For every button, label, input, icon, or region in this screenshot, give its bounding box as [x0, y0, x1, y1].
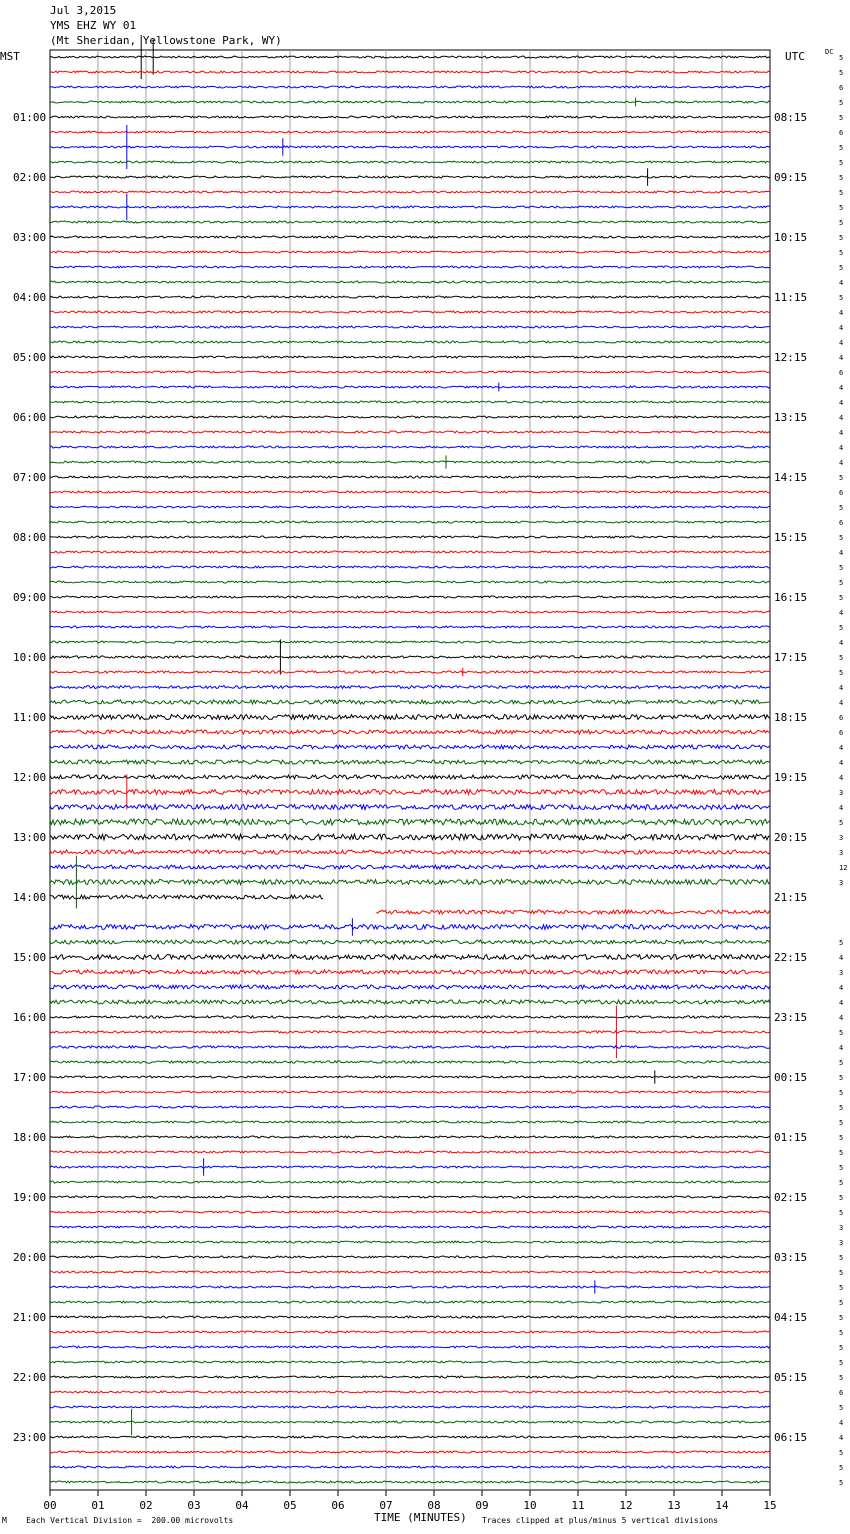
trace-line — [50, 1391, 770, 1393]
trace-line — [50, 1361, 770, 1363]
trace-scale-value: 5 — [839, 189, 844, 197]
trace-scale-value: 6 — [839, 84, 844, 92]
trace-line — [50, 491, 770, 493]
trace-line — [50, 161, 770, 163]
trace-line — [50, 641, 770, 643]
trace-line — [50, 251, 770, 253]
left-hour-label: 20:00 — [13, 1251, 47, 1264]
trace-line — [50, 805, 770, 810]
trace-line — [50, 850, 770, 854]
right-hour-label: 06:15 — [774, 1431, 808, 1444]
trace-scale-value: 5 — [839, 1449, 844, 1457]
clip-note: Traces clipped at plus/minus 5 vertical divisions — [482, 1516, 719, 1525]
trace-line — [50, 236, 770, 238]
trace-line — [50, 221, 770, 223]
trace-line — [50, 1016, 770, 1018]
left-hour-label: 08:00 — [13, 531, 47, 544]
trace-line — [50, 1316, 770, 1318]
trace-scale-value: 5 — [839, 1299, 844, 1307]
right-hour-label: 09:15 — [774, 171, 808, 184]
trace-scale-value: 4 — [839, 549, 844, 557]
trace-scale-value: 5 — [839, 1029, 844, 1037]
trace-scale-value: 4 — [839, 744, 844, 752]
trace-line — [50, 1091, 770, 1093]
trace-scale-value: 5 — [839, 504, 844, 512]
trace-line — [50, 730, 770, 734]
trace-scale-value: 4 — [839, 384, 844, 392]
trace-line — [50, 639, 770, 674]
trace-line — [50, 1241, 770, 1243]
corner-mark: M — [2, 1516, 7, 1525]
right-hour-label: 10:15 — [774, 231, 808, 244]
right-hour-label: 12:15 — [774, 351, 808, 364]
trace-scale-value: 5 — [839, 654, 844, 662]
scale-note-text: Each Vertical Division = 200.00 microvolts — [26, 1516, 234, 1525]
left-hour-label: 03:00 — [13, 231, 47, 244]
trace-scale-value: 5 — [839, 1059, 844, 1067]
trace-line — [50, 536, 770, 538]
right-hour-label: 08:15 — [774, 111, 808, 124]
trace-line — [50, 596, 770, 598]
trace-line — [50, 668, 770, 677]
trace-scale-value: 5 — [839, 1314, 844, 1322]
trace-line — [50, 970, 770, 974]
trace-line — [50, 168, 770, 186]
trace-scale-value: 6 — [839, 489, 844, 497]
right-hour-label: 03:15 — [774, 1251, 808, 1264]
trace-line — [50, 895, 323, 899]
trace-scale-value: 5 — [839, 1254, 844, 1262]
trace-scale-value: 5 — [839, 1134, 844, 1142]
trace-scale-value: 4 — [839, 309, 844, 317]
trace-line — [50, 416, 770, 418]
x-tick-label: 05 — [283, 1499, 297, 1512]
trace-line — [50, 1000, 770, 1004]
left-hour-label: 02:00 — [13, 171, 47, 184]
trace-line — [50, 296, 770, 298]
trace-scale-value: 5 — [839, 234, 844, 242]
trace-scale-value: 5 — [839, 819, 844, 827]
trace-scale-value: 4 — [839, 1419, 844, 1427]
trace-scale-value: 4 — [839, 684, 844, 692]
left-hour-label: 23:00 — [13, 1431, 47, 1444]
x-tick-label: 06 — [331, 1499, 345, 1512]
x-tick-label: 11 — [571, 1499, 585, 1512]
right-hour-label: 00:15 — [774, 1071, 808, 1084]
left-hour-label: 18:00 — [13, 1131, 47, 1144]
trace-line — [50, 834, 770, 840]
trace-line — [50, 1061, 770, 1063]
trace-line — [50, 98, 770, 107]
x-tick-label: 00 — [43, 1499, 57, 1512]
trace-scale-value: 5 — [839, 1194, 844, 1202]
trace-scale-value: 5 — [839, 1179, 844, 1187]
x-tick-label: 12 — [619, 1499, 633, 1512]
left-hour-label: 10:00 — [13, 651, 47, 664]
right-hour-label: 20:15 — [774, 831, 808, 844]
trace-scale-value: 5 — [839, 99, 844, 107]
trace-line — [50, 506, 770, 508]
trace-scale-value: 5 — [839, 54, 844, 62]
trace-scale-value: 5 — [839, 669, 844, 677]
trace-line — [50, 940, 770, 944]
trace-line — [50, 1436, 770, 1438]
trace-line — [50, 1158, 770, 1176]
trace-scale-value: 5 — [839, 1164, 844, 1172]
right-hour-label: 02:15 — [774, 1191, 808, 1204]
station-location: (Mt Sheridan, Yellowstone Park, WY) — [50, 34, 282, 47]
right-hour-label: 13:15 — [774, 411, 808, 424]
trace-scale-value: 4 — [839, 609, 844, 617]
x-tick-label: 14 — [715, 1499, 729, 1512]
trace-line — [50, 194, 770, 220]
right-hour-label: 18:15 — [774, 711, 808, 724]
trace-line — [50, 1136, 770, 1138]
trace-line — [50, 1196, 770, 1198]
trace-scale-value: 5 — [839, 1464, 844, 1472]
trace-line — [50, 1226, 770, 1228]
trace-line — [50, 326, 770, 328]
trace-line — [50, 700, 770, 704]
trace-scale-value: 5 — [839, 534, 844, 542]
trace-line — [50, 1121, 770, 1123]
trace-line — [50, 775, 770, 779]
left-hour-label: 19:00 — [13, 1191, 47, 1204]
trace-scale-value: 4 — [839, 639, 844, 647]
trace-scale-value: 4 — [839, 759, 844, 767]
trace-scale-value: 4 — [839, 279, 844, 287]
trace-line — [50, 774, 770, 809]
right-hour-label: 23:15 — [774, 1011, 808, 1024]
trace-scale-value: 5 — [839, 1404, 844, 1412]
left-hour-label: 15:00 — [13, 951, 47, 964]
right-timezone-label: UTC — [785, 50, 805, 63]
trace-scale-value: 5 — [839, 624, 844, 632]
trace-line — [50, 86, 770, 88]
trace-line — [50, 1331, 770, 1333]
trace-scale-value: 5 — [839, 219, 844, 227]
trace-line — [50, 1466, 770, 1468]
trace-scale-value: 4 — [839, 984, 844, 992]
trace-line — [50, 1301, 770, 1303]
x-tick-label: 07 — [379, 1499, 393, 1512]
x-tick-label: 08 — [427, 1499, 441, 1512]
left-hour-label: 12:00 — [13, 771, 47, 784]
trace-scale-value: 6 — [839, 1389, 844, 1397]
right-hour-label: 19:15 — [774, 771, 808, 784]
trace-line — [50, 1280, 770, 1293]
trace-scale-value: 5 — [839, 1284, 844, 1292]
trace-line — [50, 686, 770, 689]
trace-scale-value: 5 — [839, 1119, 844, 1127]
trace-scale-value: 4 — [839, 999, 844, 1007]
trace-scale-value: 4 — [839, 354, 844, 362]
trace-scale-value: 5 — [839, 1074, 844, 1082]
trace-scale-value: 5 — [839, 69, 844, 77]
trace-scale-value: 12 — [839, 864, 848, 872]
trace-scale-value: 5 — [839, 264, 844, 272]
right-hour-label: 16:15 — [774, 591, 808, 604]
left-hour-label: 22:00 — [13, 1371, 47, 1384]
trace-line — [50, 1151, 770, 1153]
right-hour-label: 21:15 — [774, 891, 808, 904]
trace-line — [50, 856, 770, 909]
trace-scale-value: 3 — [839, 1239, 844, 1247]
trace-line — [50, 1406, 770, 1408]
left-hour-label: 11:00 — [13, 711, 47, 724]
trace-line — [50, 116, 770, 118]
x-tick-label: 15 — [763, 1499, 777, 1512]
trace-scale-value: 5 — [839, 1269, 844, 1277]
trace-scale-value: 4 — [839, 324, 844, 332]
trace-scale-value: 3 — [839, 789, 844, 797]
trace-scale-value: 5 — [839, 939, 844, 947]
x-tick-label: 04 — [235, 1499, 249, 1512]
left-hour-label: 21:00 — [13, 1311, 47, 1324]
left-timezone-label: MST — [0, 50, 20, 63]
trace-scale-value: 5 — [839, 1149, 844, 1157]
trace-scale-value: 5 — [839, 294, 844, 302]
trace-line — [50, 566, 770, 568]
trace-scale-value: 5 — [839, 144, 844, 152]
trace-scale-value: 4 — [839, 699, 844, 707]
trace-scale-value: 4 — [839, 414, 844, 422]
trace-line — [50, 266, 770, 268]
trace-line — [50, 745, 770, 749]
x-tick-label: 02 — [139, 1499, 153, 1512]
trace-scale-value: 5 — [839, 1104, 844, 1112]
trace-scale-value: 3 — [839, 969, 844, 977]
left-hour-label: 13:00 — [13, 831, 47, 844]
trace-line — [50, 985, 770, 989]
right-hour-label: 17:15 — [774, 651, 808, 664]
right-hour-label: 11:15 — [774, 291, 808, 304]
x-tick-label: 01 — [91, 1499, 105, 1512]
trace-line — [50, 1346, 770, 1348]
trace-scale-value: 3 — [839, 879, 844, 887]
trace-line — [50, 819, 770, 825]
trace-line — [50, 431, 770, 433]
left-hour-label: 06:00 — [13, 411, 47, 424]
left-hour-label: 04:00 — [13, 291, 47, 304]
trace-line — [50, 341, 770, 343]
right-hour-label: 05:15 — [774, 1371, 808, 1384]
trace-scale-value: 4 — [839, 1044, 844, 1052]
trace-scale-value: 5 — [839, 1344, 844, 1352]
trace-scale-value: 4 — [839, 804, 844, 812]
trace-scale-value: 5 — [839, 564, 844, 572]
trace-scale-value: 5 — [839, 159, 844, 167]
trace-line — [50, 760, 770, 764]
trace-scale-value: 5 — [839, 1209, 844, 1217]
trace-scale-value: 4 — [839, 444, 844, 452]
trace-line — [50, 715, 770, 720]
trace-line — [50, 1181, 770, 1183]
right-hour-label: 14:15 — [774, 471, 808, 484]
trace-line — [50, 1409, 770, 1435]
trace-line — [50, 521, 770, 523]
trace-line — [50, 1046, 770, 1048]
trace-scale-value: 5 — [839, 114, 844, 122]
trace-scale-value: 4 — [839, 459, 844, 467]
trace-line — [50, 1070, 770, 1083]
left-hour-label: 05:00 — [13, 351, 47, 364]
trace-scale-value: 3 — [839, 849, 844, 857]
right-hour-label: 01:15 — [774, 1131, 808, 1144]
trace-line — [50, 371, 770, 373]
trace-scale-value: 5 — [839, 204, 844, 212]
trace-line — [50, 191, 770, 193]
left-hour-label: 17:00 — [13, 1071, 47, 1084]
trace-scale-value: 4 — [839, 1014, 844, 1022]
trace-line — [50, 311, 770, 313]
trace-scale-value: 6 — [839, 729, 844, 737]
left-hour-label: 01:00 — [13, 111, 47, 124]
trace-line — [50, 455, 770, 468]
trace-scale-value: 4 — [839, 339, 844, 347]
trace-scale-value: 3 — [839, 1224, 844, 1232]
trace-line — [50, 918, 770, 936]
trace-line — [50, 1211, 770, 1213]
trace-scale-value: 6 — [839, 369, 844, 377]
trace-scale-value: 5 — [839, 1479, 844, 1487]
scale-note — [2, 1516, 233, 1525]
trace-line — [50, 281, 770, 283]
x-tick-label: 13 — [667, 1499, 681, 1512]
trace-scale-value: 5 — [839, 1089, 844, 1097]
trace-scale-value: 4 — [839, 774, 844, 782]
trace-line — [50, 865, 770, 869]
trace-scale-value: 4 — [839, 399, 844, 407]
chart-date: Jul 3,2015 — [50, 4, 117, 17]
x-tick-label: 09 — [475, 1499, 489, 1512]
trace-line — [50, 446, 770, 448]
trace-line — [50, 1451, 770, 1453]
trace-scale-value: 4 — [839, 954, 844, 962]
left-hour-label: 16:00 — [13, 1011, 47, 1024]
trace-line — [50, 476, 770, 478]
trace-scale-value: 5 — [839, 174, 844, 182]
dc-label: DC — [825, 48, 834, 56]
trace-line — [50, 626, 770, 628]
trace-line — [50, 1271, 770, 1273]
trace-scale-value: 3 — [839, 834, 844, 842]
trace-line — [50, 955, 770, 960]
trace-scale-value: 5 — [839, 1374, 844, 1382]
right-hour-label: 22:15 — [774, 951, 808, 964]
trace-line — [50, 131, 770, 133]
trace-line — [50, 401, 770, 403]
trace-line — [50, 356, 770, 358]
trace-scale-value: 5 — [839, 1359, 844, 1367]
trace-line — [50, 581, 770, 583]
x-tick-label: 10 — [523, 1499, 537, 1512]
left-hour-label: 07:00 — [13, 471, 47, 484]
trace-line — [50, 611, 770, 613]
trace-scale-value: 5 — [839, 249, 844, 257]
trace-line — [50, 551, 770, 553]
trace-line — [50, 1481, 770, 1483]
trace-line — [50, 1256, 770, 1258]
trace-line — [50, 1006, 770, 1059]
trace-line — [50, 383, 770, 392]
x-axis-label: TIME (MINUTES) — [374, 1511, 467, 1524]
trace-scale-value: 4 — [839, 1434, 844, 1442]
x-tick-label: 03 — [187, 1499, 201, 1512]
trace-scale-value: 6 — [839, 129, 844, 137]
right-hour-label: 04:15 — [774, 1311, 808, 1324]
trace-line — [50, 1106, 770, 1108]
trace-scale-value: 6 — [839, 519, 844, 527]
station-code: YMS EHZ WY 01 — [50, 19, 137, 32]
left-hour-label: 09:00 — [13, 591, 47, 604]
trace-scale-value: 5 — [839, 594, 844, 602]
trace-scale-value: 6 — [839, 714, 844, 722]
trace-line — [50, 71, 770, 73]
trace-line — [376, 910, 769, 914]
trace-scale-value: 4 — [839, 429, 844, 437]
left-hour-label: 14:00 — [13, 891, 47, 904]
trace-line — [50, 1376, 770, 1378]
trace-scale-value: 5 — [839, 579, 844, 587]
trace-scale-value: 5 — [839, 474, 844, 482]
right-hour-label: 15:15 — [774, 531, 808, 544]
trace-scale-value: 5 — [839, 1329, 844, 1337]
